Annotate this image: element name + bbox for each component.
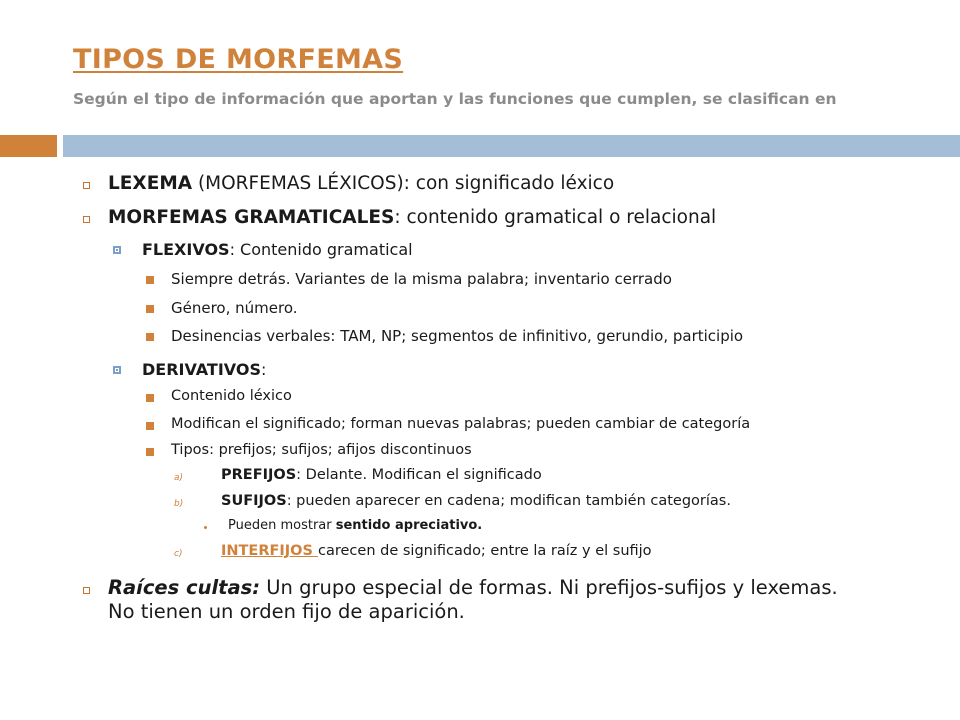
derivativos-item: Modifican el significado; forman nuevas palabras; pueden cambiar de categoría bbox=[171, 416, 751, 432]
apreciativo-term: sentido apreciativo. bbox=[335, 518, 483, 533]
derivativos-term: DERIVATIVOS bbox=[142, 360, 262, 379]
page-title: TIPOS DE MORFEMAS bbox=[73, 44, 404, 75]
enum-marker: c) bbox=[174, 549, 183, 559]
square-bullet-icon bbox=[113, 246, 121, 254]
flexivos-item: Género, número. bbox=[171, 299, 298, 317]
sufijos-text: : pueden aparecer en cadena; modifican también categorías. bbox=[286, 493, 731, 509]
lexema-term: LEXEMA bbox=[108, 173, 193, 194]
interfijos-text: carecen de significado; entre la raíz y el sufijo bbox=[318, 543, 652, 559]
filled-square-bullet-icon bbox=[146, 422, 154, 430]
flexivos-text: : Contenido gramatical bbox=[229, 240, 413, 259]
header-divider-bar bbox=[63, 135, 960, 157]
derivativos-item: Tipos: prefijos; sufijos; afijos discontinuos bbox=[171, 442, 472, 458]
raices-line2: No tienen un orden fijo de aparición. bbox=[108, 600, 465, 623]
sufijos-term: SUFIJOS bbox=[221, 493, 287, 509]
hollow-square-bullet-icon bbox=[83, 182, 90, 189]
square-bullet-icon bbox=[113, 366, 121, 374]
filled-square-bullet-icon bbox=[146, 333, 154, 341]
hollow-square-bullet-icon bbox=[83, 216, 90, 223]
filled-square-bullet-icon bbox=[146, 305, 154, 313]
derivativos-text: : bbox=[261, 360, 267, 379]
header-accent-bar bbox=[0, 135, 57, 157]
interfijos-link[interactable]: INTERFIJOS bbox=[221, 543, 319, 559]
filled-square-bullet-icon bbox=[146, 448, 154, 456]
apreciativo-note bbox=[228, 518, 482, 533]
lexema-text: (MORFEMAS LÉXICOS): con significado léxico bbox=[192, 173, 615, 194]
apreciativo-prefix: Pueden mostrar bbox=[228, 518, 336, 533]
flexivos-item: Siempre detrás. Variantes de la misma palabra; inventario cerrado bbox=[171, 270, 672, 288]
filled-square-bullet-icon bbox=[146, 394, 154, 402]
outline-item-derivativos bbox=[142, 360, 266, 379]
page-subtitle: Según el tipo de información que aportan y las funciones que cumplen, se clasifican en bbox=[73, 90, 837, 108]
gramaticales-term: MORFEMAS GRAMATICALES bbox=[108, 207, 395, 228]
tipo-interfijos bbox=[221, 543, 652, 559]
enum-marker: a) bbox=[174, 473, 184, 483]
dot-bullet-icon bbox=[204, 526, 207, 529]
flexivos-term: FLEXIVOS bbox=[142, 240, 230, 259]
filled-square-bullet-icon bbox=[146, 276, 154, 284]
tipo-prefijos bbox=[221, 467, 542, 483]
outline-item-flexivos bbox=[142, 240, 413, 259]
outline-item-gramaticales bbox=[108, 207, 716, 228]
prefijos-text: : Delante. Modifican el significado bbox=[296, 467, 542, 483]
outline-item-raices bbox=[108, 576, 838, 624]
derivativos-item: Contenido léxico bbox=[171, 388, 292, 404]
hollow-square-bullet-icon bbox=[83, 587, 90, 594]
raices-term: Raíces cultas: bbox=[108, 576, 261, 599]
outline-item-lexema bbox=[108, 173, 614, 194]
tipo-sufijos bbox=[221, 493, 731, 509]
enum-marker: b) bbox=[174, 499, 184, 509]
flexivos-item: Desinencias verbales: TAM, NP; segmentos de infinitivo, gerundio, participio bbox=[171, 327, 744, 345]
raices-line1: Un grupo especial de formas. Ni prefijos-sufijos y lexemas. bbox=[260, 576, 838, 599]
gramaticales-text: : contenido gramatical o relacional bbox=[394, 207, 717, 228]
prefijos-term: PREFIJOS bbox=[221, 467, 297, 483]
